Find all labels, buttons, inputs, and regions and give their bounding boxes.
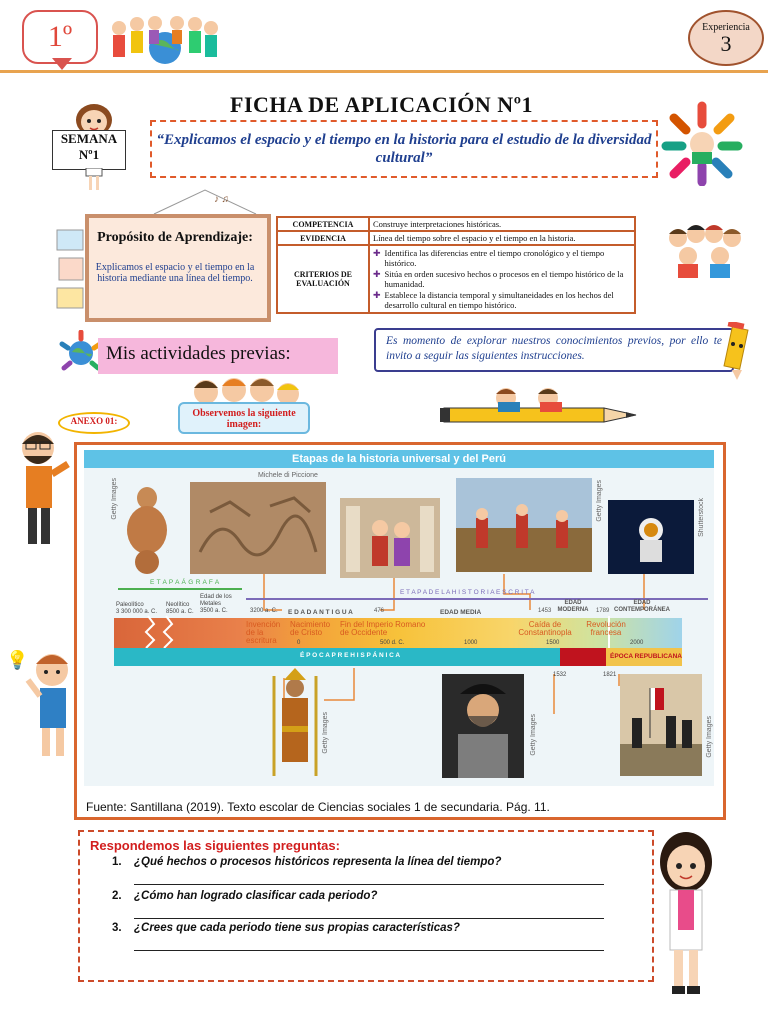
agrafa-label: E T A P A Á G R A F A: [150, 579, 220, 586]
table-row: [277, 231, 635, 245]
pencil-character-icon: [718, 322, 754, 380]
semana-line1: SEMANA: [60, 131, 118, 146]
date-476: 476: [374, 608, 385, 614]
experience-badge: [688, 10, 764, 66]
photo-frames-decoration: [55, 228, 87, 312]
metales-name: Edad de los Metales: [200, 594, 232, 607]
question-number: 2.: [112, 890, 122, 902]
experience-number: 3: [720, 30, 732, 56]
question-item: [112, 856, 501, 868]
instructions-note: Es momento de explorar nuestros conocimientos previos, por ello te invito a seguir las siguientes instrucciones.: [374, 328, 734, 372]
credit-getty: Getty Images: [706, 716, 713, 758]
evidencia-label: EVIDENCIA: [277, 231, 369, 245]
svg-text:💡: 💡: [6, 650, 29, 670]
svg-text:♪ ♫: ♪ ♫: [214, 194, 229, 205]
experience-label: Experiencia: [702, 21, 750, 33]
hands-circle-illustration: [660, 100, 744, 186]
proposito-text: Explicamos el espacio y el tiempo en la historia mediante una línea del tiempo.: [95, 262, 255, 284]
kids-group-illustration: [664, 220, 744, 278]
edad-moderna-label: EDAD MODERNA: [557, 600, 589, 613]
proposito-title: Propósito de Aprendizaje:: [97, 230, 253, 245]
axis-label: 2000: [630, 640, 644, 646]
pin-icon: ✚: [373, 248, 381, 258]
page-title: FICHA DE APLICACIÓN Nº1: [230, 92, 533, 117]
grade-bubble: [22, 10, 98, 64]
axis-label: 1500: [546, 640, 560, 646]
event-constantinopla: Caída de Constantinopla: [518, 620, 572, 637]
credit-getty: Getty Images: [530, 714, 537, 756]
answer-line[interactable]: [134, 884, 604, 885]
timeline-header: Etapas de la historia universal y del Perú: [84, 450, 714, 468]
axis-label: 0: [297, 640, 301, 646]
date-1821: 1821: [603, 672, 617, 678]
writing-date: 3200 a. C.: [250, 608, 278, 614]
figure-source: Fuente: Santillana (2019). Texto escolar de Ciencias sociales 1 de secundaria. Pág. 11.: [86, 800, 550, 814]
credit-getty: Getty Images: [111, 478, 118, 520]
axis-label: 1000: [464, 640, 478, 646]
criterio-text: Establece la distancia temporal y simultaneidades en los hechos del desarrollo cultural en tiempo histórico.: [384, 290, 614, 310]
anexo-badge: ANEXO 01:: [58, 412, 130, 434]
pencil-readers-illustration: [440, 386, 640, 432]
credit-michele: Michele di Piccione: [258, 472, 318, 479]
criteria-table: [276, 216, 636, 314]
event-cristo: Nacimiento de Cristo: [290, 620, 331, 637]
bar-break-icon: [140, 612, 180, 652]
question-item: [112, 890, 377, 902]
paleolitico-name: Paleolítico: [116, 602, 144, 608]
previas-title: Mis actividades previas:: [106, 343, 291, 364]
question-number: 3.: [112, 922, 122, 934]
kids-faces-illustration: [186, 372, 306, 406]
event-revolucion: Revolución francesa: [586, 620, 626, 637]
question-text: ¿Qué hechos o procesos históricos representa la línea del tiempo?: [134, 856, 502, 868]
hanging-string-decoration: [150, 186, 260, 216]
criterio-text: Identifica las diferencias entre el tiempo cronológico y el tiempo histórico.: [384, 248, 605, 268]
neolitico-name: Neolítico: [166, 602, 190, 608]
girl-character-icon: [650, 826, 722, 996]
edad-antigua-label: E D A D A N T I G U A: [288, 609, 353, 616]
observemos-banner: Observemos la siguiente imagen:: [178, 402, 310, 434]
competencia-value: Construye interpretaciones históricas.: [369, 217, 635, 231]
peru-republicana-label: ÉPOCA REPUBLICANA: [610, 653, 682, 660]
pin-icon: ✚: [373, 269, 381, 279]
peru-colonial-bar: [560, 648, 606, 666]
boy-idea-character-icon: [4, 640, 76, 758]
questions-heading: Respondemos las siguientes preguntas:: [90, 838, 340, 853]
list-item: [373, 248, 631, 268]
criterios-list: [369, 245, 635, 313]
pin-icon: ✚: [373, 290, 381, 300]
edad-media-label: EDAD MEDIA: [440, 609, 482, 616]
list-item: [373, 290, 631, 310]
peru-prehispanic-label: É P O C A P R E H I S P Á N I C A: [300, 652, 401, 659]
independence-scene-image: [620, 674, 702, 776]
credit-getty: Getty Images: [596, 480, 603, 522]
competencia-label: COMPETENCIA: [277, 217, 369, 231]
date-1789: 1789: [596, 608, 610, 614]
evidencia-value: Línea del tiempo sobre el espacio y el tiempo en la historia.: [369, 231, 635, 245]
paleolitico-date: 3 300 000 a. C.: [116, 609, 158, 615]
edad-contemporanea-label: EDAD CONTEMPORÁNEA: [614, 600, 671, 613]
date-1532: 1532: [553, 672, 567, 678]
table-row: [277, 245, 635, 313]
pizarro-portrait-image: [442, 674, 524, 778]
semana-sign: [52, 130, 126, 170]
event-escritura: Invención de la escritura: [246, 620, 281, 645]
question-text: ¿Cómo han logrado clasificar cada periodo?: [134, 890, 378, 902]
criterio-text: Sitúa en orden sucesivo hechos o procesos en el tiempo histórico de la humanidad.: [384, 269, 624, 289]
subtitle: “Explicamos el espacio y el tiempo en la historia para el estudio de la diversidad cultural”: [156, 132, 652, 166]
subtitle-box: [150, 120, 658, 178]
answer-line[interactable]: [134, 950, 604, 951]
neolitico-date: 8500 a. C.: [166, 609, 194, 615]
criterios-label: CRITERIOS DE EVALUACIÓN: [277, 245, 369, 313]
girl-legs-icon: [82, 168, 106, 194]
inca-figure-image: [266, 666, 324, 782]
credit-shutterstock: Shutterstock: [698, 498, 705, 537]
agrafa-bar: [118, 588, 242, 590]
table-row: [277, 217, 635, 231]
teacher-character-icon: [14, 428, 70, 552]
escrita-label: E T A P A D E L A H I S T O R I A E S C R I T A: [400, 589, 535, 596]
answer-line[interactable]: [134, 918, 604, 919]
question-number: 1.: [112, 856, 122, 868]
question-text: ¿Crees que cada periodo tiene sus propias características?: [134, 922, 460, 934]
grade-bubble-tail: [52, 58, 72, 70]
axis-label: 500 d. C.: [380, 640, 405, 646]
header-divider: [0, 70, 768, 73]
date-1453: 1453: [538, 608, 552, 614]
credit-getty: Getty Images: [322, 712, 329, 754]
event-fin-roma: Fin del Imperio Romano de Occidente: [340, 620, 426, 637]
kids-globe-illustration: [105, 14, 225, 66]
list-item: [373, 269, 631, 289]
metales-date: 3500 a. C.: [200, 608, 228, 614]
grade-label: 1º: [47, 20, 73, 53]
semana-line2: Nº1: [78, 147, 100, 162]
metales-label: [200, 594, 244, 615]
question-item: [112, 922, 460, 934]
